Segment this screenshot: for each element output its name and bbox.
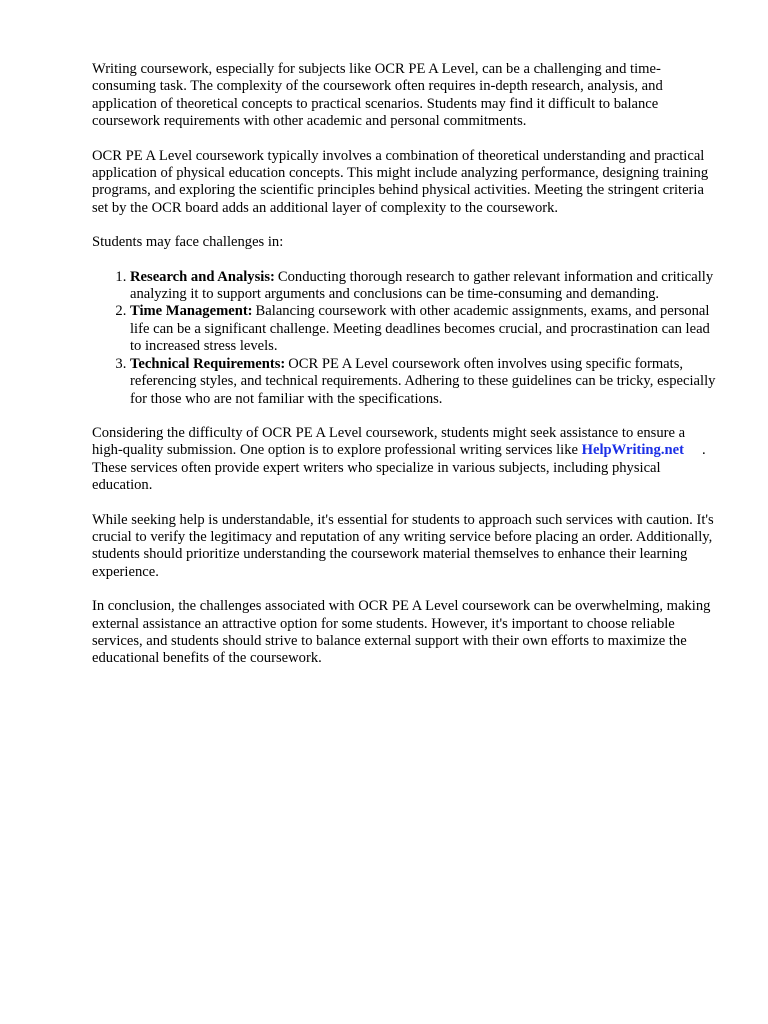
challenge-text: Conducting thorough research to gather relevant information and critically analyzing it to support arguments and conclusions can be time-consuming and demanding.	[130, 268, 714, 303]
document-page	[92, 61, 716, 685]
challenge-text: Balancing coursework with other academic assignments, exams, and personal life can be a significant challenge. Meeting deadlines becomes crucial, and procrastination can lead to increased stress levels.	[130, 303, 710, 355]
list-item	[130, 303, 716, 355]
challenges-list	[92, 269, 716, 408]
conclusion-paragraph: In conclusion, the challenges associated with OCR PE A Level coursework can be overwhelming, making external assistance an attractive option for some students. However, it's important to choose reliable services, and students should strive to balance external support with their own efforts to maximize the educational benefits of the coursework.	[92, 598, 711, 667]
challenge-text: OCR PE A Level coursework often involves using specific formats, referencing styles, and technical requirements. Adhering to these guidelines can be tricky, especially for those who are not familiar with the specifications.	[130, 355, 716, 407]
assistance-paragraph	[92, 425, 716, 495]
helpwriting-link[interactable]: HelpWriting.net	[581, 442, 684, 459]
intro-paragraph: Writing coursework, especially for subjects like OCR PE A Level, can be a challenging and time-consuming task. The complexity of the coursework often requires in-depth research, analysis, and application of theoretical concepts to practical scenarios. Students may find it difficult to balance coursework requirements with other academic and personal commitments.	[92, 61, 663, 130]
assistance-text-after: . These services often provide expert writers who specialize in various subjects, including physical education.	[92, 442, 706, 494]
assistance-text-before: Considering the difficulty of OCR PE A Level coursework, students might seek assistance to ensure a high-quality submission. One option is to explore professional writing services like	[92, 424, 686, 459]
caution-paragraph: While seeking help is understandable, it's essential for students to approach such services with caution. It's crucial to verify the legitimacy and reputation of any writing service before placing an order. Additionally, students should prioritize understanding the coursework material themselves to enhance their learning experience.	[92, 511, 714, 580]
challenges-intro: Students may face challenges in:	[92, 234, 284, 251]
list-item	[130, 356, 716, 408]
challenge-term: Time Management:	[130, 303, 253, 320]
overview-paragraph: OCR PE A Level coursework typically involves a combination of theoretical understanding and practical application of physical education concepts. This might include analyzing performance, designing training programs, and exploring the scientific principles behind physical activities. Meeting the stringent criteria set by the OCR board adds an additional layer of complexity to the coursework.	[92, 147, 709, 216]
challenge-term: Research and Analysis:	[130, 268, 275, 285]
challenge-term: Technical Requirements:	[130, 355, 286, 372]
list-item	[130, 269, 716, 304]
